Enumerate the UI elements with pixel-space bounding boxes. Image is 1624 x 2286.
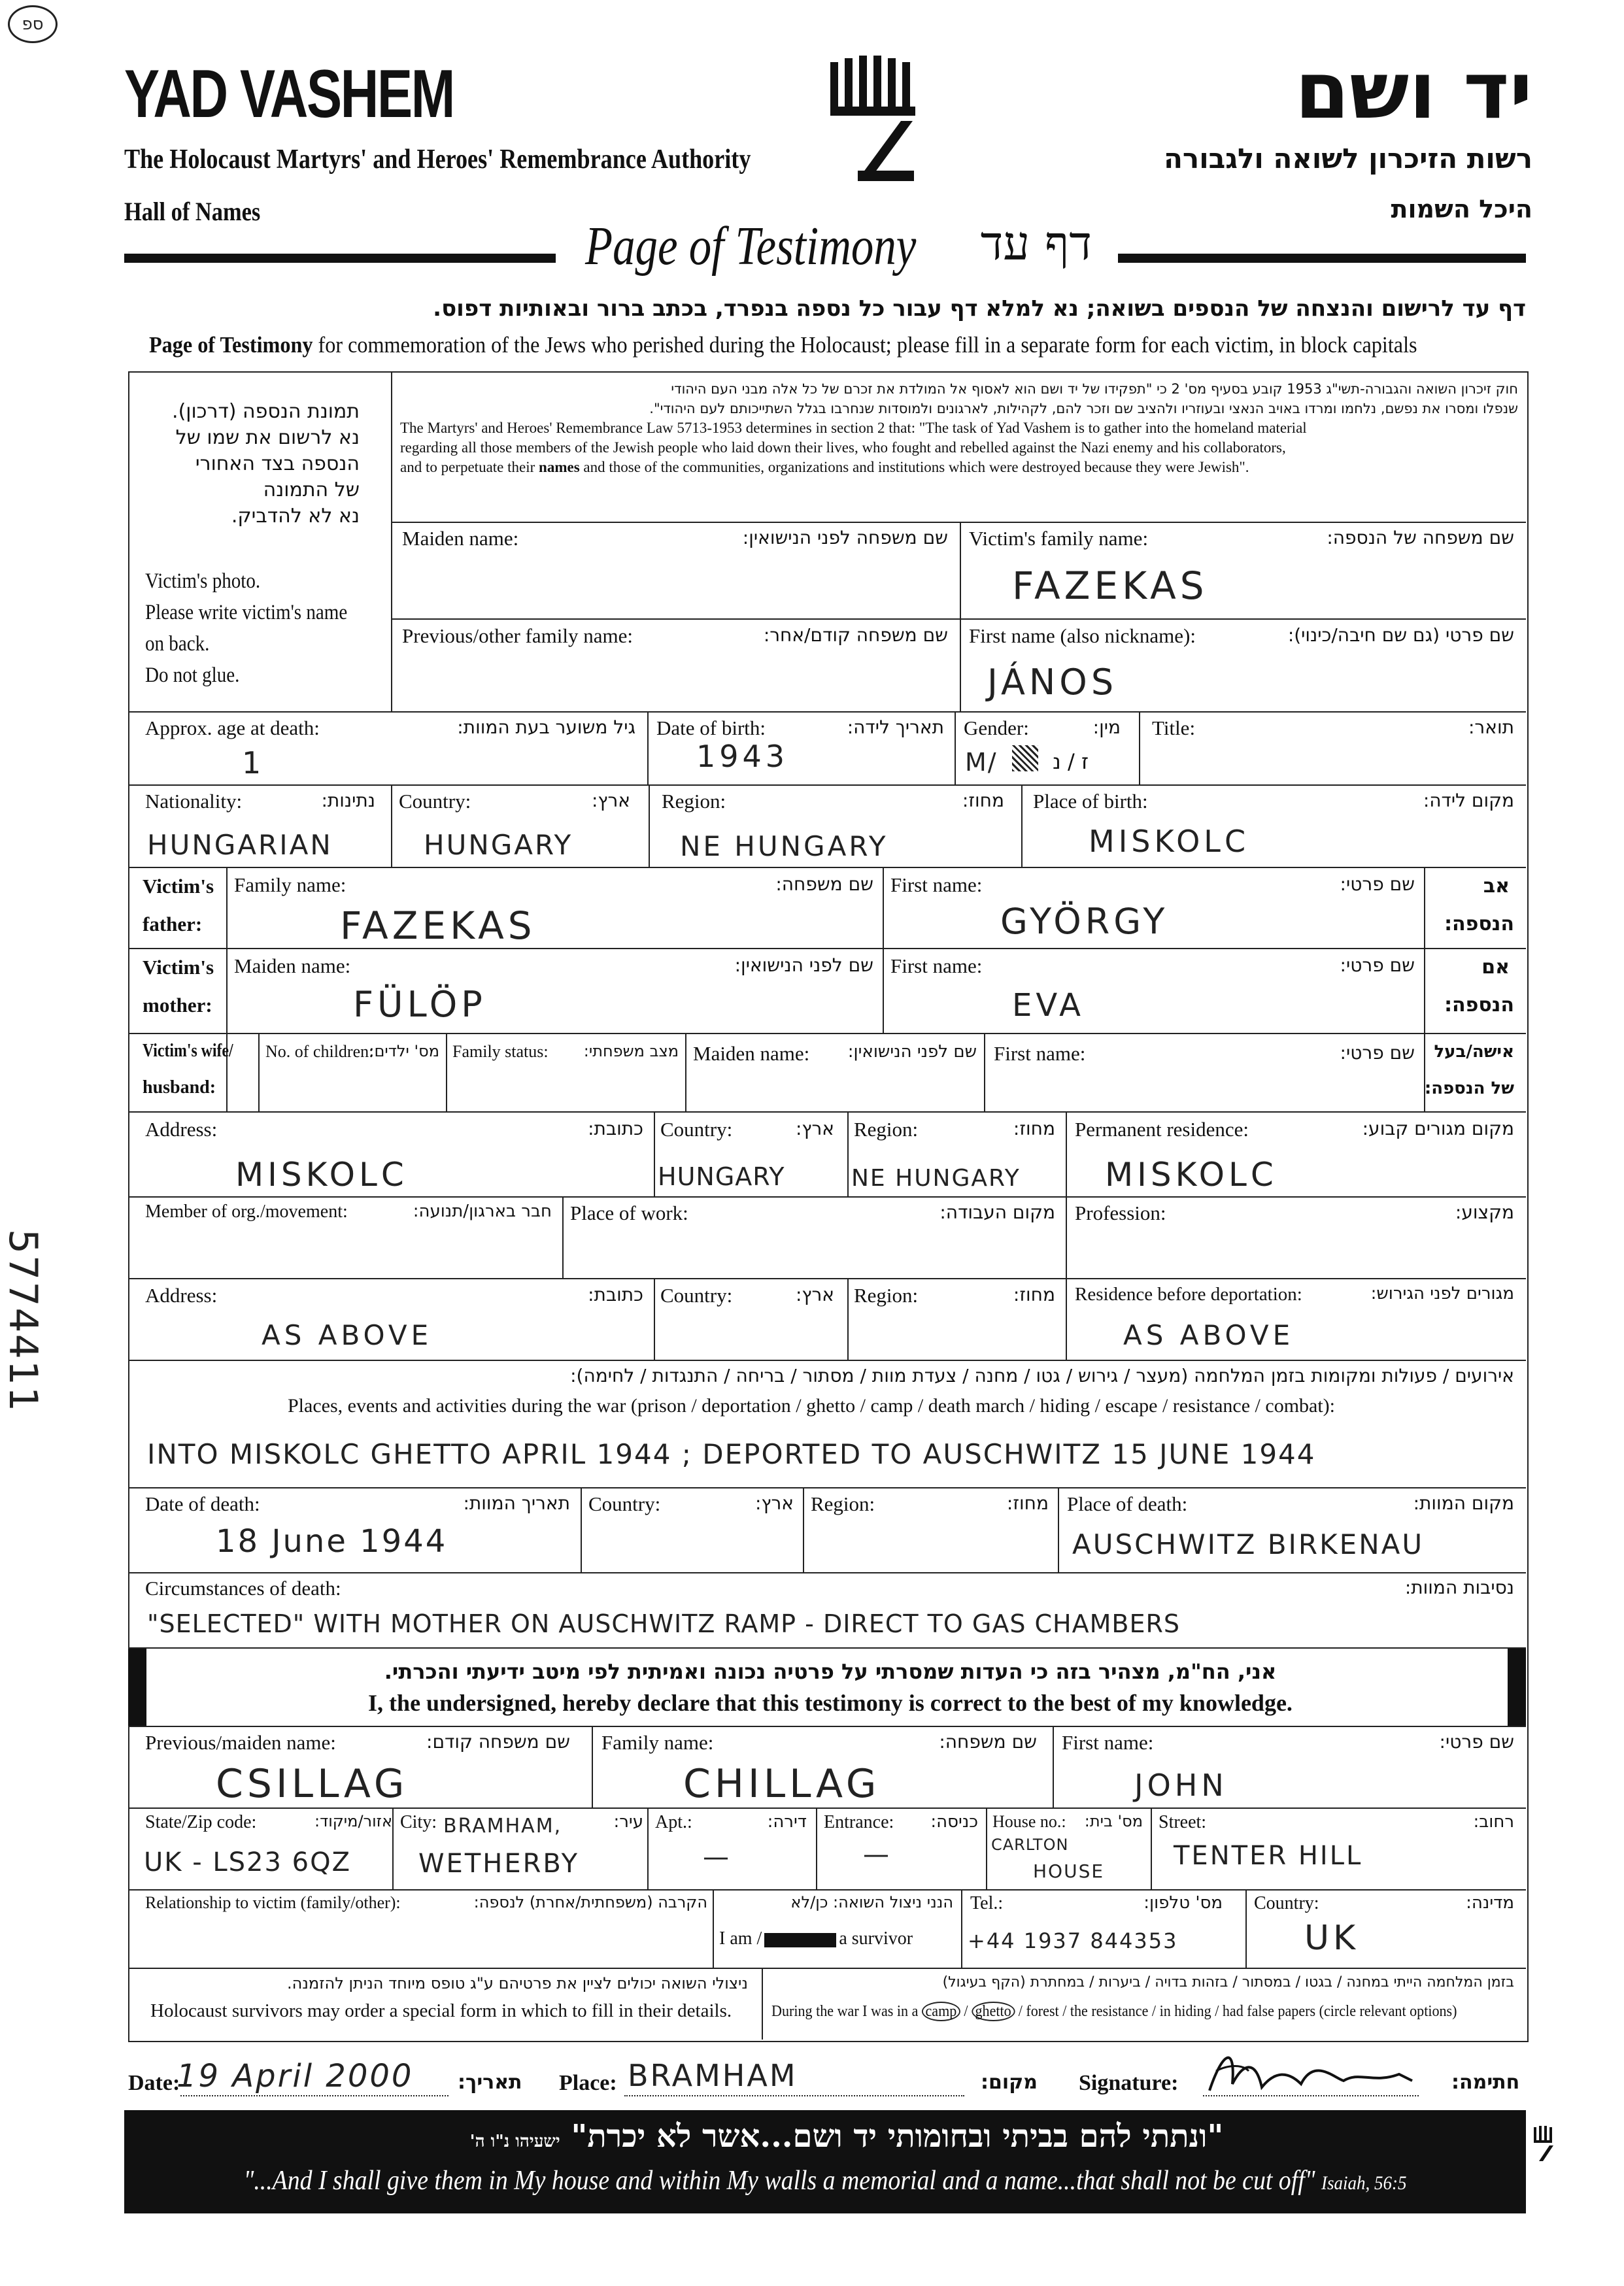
label-country2: Country: — [1254, 1893, 1319, 1913]
label-member-org-he: חבר בארגון/תנועה: — [413, 1202, 552, 1221]
label-place-death-he: מקום המוות: — [1413, 1492, 1514, 1514]
label-title: Title: — [1152, 716, 1196, 739]
line-11 — [128, 1360, 1526, 1361]
label-city: City: — [400, 1812, 437, 1832]
label-events-he: אירועים / פעולות ומקומות בזמן המלחמה (מעצר / גירוש / גטו / מחנה / צעדת מוות / מסתור / בריחה / התנגדות / לחימה): — [570, 1365, 1514, 1387]
label-spouse-maiden: Maiden name: — [693, 1042, 810, 1065]
form-title: Page of Testimony — [585, 216, 917, 277]
label-death-region: Region: — [811, 1492, 875, 1515]
victim-family-value[interactable]: FAZEKAS — [1012, 563, 1208, 608]
label-entrance: Entrance: — [824, 1812, 894, 1832]
v-country — [649, 784, 650, 867]
gender-he-value: ז / נ — [1053, 749, 1089, 774]
label-relationship: Relationship to victim (family/other): — [145, 1893, 401, 1912]
v-addr-c — [1066, 1111, 1067, 1196]
place-birth-value[interactable]: MISKOLC — [1089, 824, 1250, 859]
label-profession-he: מקצוע: — [1455, 1202, 1514, 1223]
photo-en-1: Victim's photo. — [145, 569, 261, 593]
addr-region-value[interactable]: NE HUNGARY — [851, 1165, 1021, 1192]
address-value[interactable]: MISKOLC — [235, 1156, 408, 1194]
dob-value[interactable]: 1943 — [696, 739, 789, 774]
label-place-work-he: מקום העבודה: — [939, 1202, 1055, 1223]
date-underline — [180, 2095, 448, 2096]
intro-en-text: for commemoration of the Jews who perished during the Holocaust; please fill in a separate form for each victim, in block capitals — [313, 332, 1417, 358]
v-sub2-a — [392, 1807, 394, 1889]
sub-family-value[interactable]: CHILLAG — [683, 1761, 881, 1807]
line-15 — [128, 1807, 1526, 1809]
corner-stamp: ספ — [8, 5, 58, 43]
events-value[interactable]: INTO MISKOLC GHETTO APRIL 1944 ; DEPORTED TO AUSCHWITZ 15 JUNE 1944 — [147, 1438, 1316, 1470]
label-address-he: כתובת: — [588, 1118, 643, 1139]
label-circumstances: Circumstances of death: — [145, 1577, 341, 1600]
label-place-birth-he: מקום לידה: — [1423, 790, 1514, 811]
hall-he: היכל השמות — [1391, 195, 1532, 224]
label-survivor-en — [719, 1928, 913, 1949]
sub-house-1-value[interactable]: CARLTON — [991, 1836, 1069, 1854]
v-sub3-a — [713, 1889, 714, 1968]
label-res-before-dep: Residence before deportation: — [1075, 1284, 1302, 1305]
war-camp-circled[interactable]: camp — [922, 2002, 960, 2021]
line-13 — [128, 1572, 1526, 1573]
label-perm-res-he: מקום מגורים קבוע: — [1362, 1118, 1514, 1139]
label-age: Approx. age at death: — [145, 716, 320, 739]
v-sp-d — [984, 1033, 985, 1111]
title-bar-right — [1118, 254, 1526, 263]
label-date-death-he: תאריך המוות: — [463, 1492, 570, 1514]
label-father: father: — [143, 913, 203, 935]
label-gender: Gender: — [964, 716, 1029, 739]
footer-mini-logo — [1531, 2125, 1557, 2164]
v-death-b — [803, 1487, 804, 1572]
label-addr2-region-he: מחוז: — [1013, 1284, 1055, 1305]
survivor-en-b: a survivor — [839, 1928, 913, 1949]
law-en-3a: and to perpetuate their — [400, 459, 539, 475]
footer-quote-he — [196, 2118, 1497, 2155]
place-death-value[interactable]: AUSCHWITZ BIRKENAU — [1072, 1528, 1425, 1560]
age-value[interactable]: 1 — [242, 745, 265, 781]
sub-prev-name-value[interactable]: CSILLAG — [216, 1761, 409, 1807]
sub-street-value[interactable]: TENTER HILL — [1174, 1841, 1363, 1871]
perm-res-value[interactable]: MISKOLC — [1105, 1156, 1277, 1194]
line-14 — [128, 1726, 1526, 1727]
label-father-victims: Victim's — [143, 875, 214, 898]
label-mother-first-he: שם פרטי: — [1340, 954, 1415, 976]
intro-en-bold: Page of Testimony — [149, 332, 313, 358]
v-sub4-a — [762, 1968, 763, 2040]
label-mother-maiden: Maiden name: — [234, 954, 351, 977]
label-tel-he: מס' טלפון: — [1143, 1893, 1223, 1913]
country-value[interactable]: HUNGARY — [424, 829, 573, 861]
photo-instructions-en — [145, 565, 347, 691]
law-en-3 — [400, 458, 1518, 477]
label-children-he: מס' ילדים: — [369, 1042, 439, 1060]
gender-value[interactable]: M/ — [965, 748, 998, 777]
v-addr2-a — [654, 1278, 655, 1360]
v-sub2-b — [647, 1807, 649, 1889]
v-father-c — [1424, 867, 1425, 1111]
photo-en-2: Please write victim's name — [145, 601, 348, 624]
label-father-first: First name: — [890, 873, 983, 896]
label-events-en: Places, events and activities during the war (prison / deportation / ghetto / camp / death march / hiding / escape / resistance / combat): — [288, 1395, 1336, 1417]
declare-line-top — [128, 1647, 1526, 1649]
label-father-family-he: שם משפחה: — [775, 873, 873, 895]
label-state-zip: State/Zip code: — [145, 1812, 257, 1832]
form-title-he: דף עד — [980, 216, 1092, 271]
label-father-he-2: הנספה: — [1444, 913, 1514, 935]
v-addr-a — [654, 1111, 655, 1196]
v-age — [647, 711, 649, 784]
label-addr2-country-he: ארץ: — [795, 1284, 834, 1305]
v-region — [1021, 784, 1023, 867]
circumstances-value[interactable]: "SELECTED" WITH MOTHER ON AUSCHWITZ RAMP - DIRECT TO GAS CHAMBERS — [147, 1609, 1181, 1638]
label-date: Date: — [128, 2071, 180, 2095]
war-ghetto-circled[interactable]: ghetto — [972, 2002, 1015, 2021]
label-father-he-1: אב — [1483, 875, 1510, 898]
sub-first-value[interactable]: JOHN — [1134, 1768, 1228, 1803]
photo-divider — [391, 371, 392, 711]
hall-of-names: Hall of Names — [124, 197, 261, 226]
v-sub2-e — [1151, 1807, 1152, 1889]
label-apt-he: דירה: — [767, 1812, 807, 1832]
org-subtitle: The Holocaust Martyrs' and Heroes' Remembrance Authority — [124, 144, 751, 175]
war-en-b: forest / the resistance / in hiding / had false papers (circle relevant options) — [1026, 2003, 1457, 2020]
v-sub2-d — [986, 1807, 987, 1889]
footer-quote-he-ref: ישעיהו נ"ו ה' — [469, 2132, 560, 2151]
v-sub3-c — [1245, 1889, 1247, 1968]
v-death-a — [581, 1487, 582, 1572]
law-en-3c: and those of the communities, organizations and institutions which were destroyed because they were Jewish". — [579, 459, 1249, 475]
label-signature-he: חתימה: — [1451, 2071, 1520, 2094]
label-street-he: רחוב: — [1473, 1812, 1514, 1832]
law-he-2: שנפלו ומסרו את נפשם, נלחמו ומרדו באויב הנאצי ובעוזריו ולהציב שם וזכר להם, לקהילות, לארגונים ולמוסדות שנחרבו בגלל השתייכותם לעם היהודי". — [649, 401, 1518, 416]
line-2 — [391, 618, 1526, 620]
war-en-a: During the war I was in a — [771, 2003, 919, 2020]
label-death-region-he: מחוז: — [1006, 1492, 1049, 1514]
photo-instructions-he — [137, 399, 360, 529]
v-sp-b — [446, 1033, 447, 1111]
declare-bar-left — [128, 1647, 146, 1726]
label-maiden-name-he: שם משפחה לפני הנישואין: — [742, 527, 948, 548]
sub-apt-value[interactable]: — — [703, 1842, 733, 1872]
label-family-status: Family status: — [452, 1042, 549, 1061]
photo-en-4: Do not glue. — [145, 664, 240, 687]
label-date-he: תאריך: — [458, 2071, 522, 2094]
photo-he-3: הנספה בצד האחורי — [195, 452, 360, 475]
label-victim-family: Victim's family name: — [969, 527, 1149, 550]
v-addr2-b — [847, 1278, 849, 1360]
place-underline — [624, 2095, 964, 2096]
photo-en-3: on back. — [145, 632, 210, 656]
father-first-value[interactable]: GYÖRGY — [1000, 901, 1169, 942]
label-addr-region: Region: — [854, 1118, 919, 1141]
label-first-name-nick-he: שם פרטי (גם שם חיבה/כינוי): — [1287, 624, 1514, 646]
label-place: Place: — [559, 2071, 617, 2095]
label-addr-region-he: מחוז: — [1013, 1118, 1055, 1139]
v-death-c — [1058, 1487, 1059, 1572]
res-before-dep-value[interactable]: AS ABOVE — [1123, 1319, 1294, 1351]
label-maiden-name: Maiden name: — [402, 527, 519, 550]
label-perm-res: Permanent residence: — [1075, 1118, 1249, 1141]
v-sp-c — [685, 1033, 686, 1111]
nationality-value[interactable]: HUNGARIAN — [147, 829, 333, 861]
line-6 — [128, 948, 1526, 949]
org-name: YAD VASHEM — [124, 56, 454, 132]
footer-quote-en-ref: Isaiah, 56:5 — [1321, 2172, 1407, 2194]
label-place-death: Place of death: — [1067, 1492, 1188, 1515]
declare-bar-right — [1508, 1647, 1526, 1726]
label-mother: mother: — [143, 994, 212, 1017]
label-family-status-he: מצב משפחתי: — [583, 1042, 679, 1060]
title-bar-left — [124, 254, 556, 263]
v-father-a — [226, 867, 228, 1111]
intro-en — [149, 332, 1417, 358]
v-nat — [391, 784, 392, 867]
label-mother-first: First name: — [890, 954, 983, 977]
line-8 — [128, 1111, 1526, 1113]
sub-city-1-value[interactable]: BRAMHAM, — [443, 1815, 562, 1838]
v-addr-b — [847, 1111, 849, 1196]
sub-entrance-value[interactable]: — — [863, 1840, 893, 1870]
label-sub-family-he: שם משפחה: — [939, 1731, 1037, 1753]
side-number: 5774411 — [0, 1229, 46, 1413]
label-spouse-first-he: שם פרטי: — [1340, 1042, 1415, 1064]
label-father-family: Family name: — [234, 873, 347, 896]
label-husband: husband: — [143, 1077, 216, 1098]
label-region-he: מחוז: — [962, 790, 1004, 811]
law-en-1: The Martyrs' and Heroes' Remembrance Law 5713-1953 determines in section 2 that: "The task of Yad Vashem is to gather into the homeland material — [400, 420, 1307, 436]
v-addr2-c — [1066, 1278, 1067, 1360]
line-1 — [391, 522, 1526, 523]
label-war-en: During the war I was in a camp / ghetto / forest / the resistance / in hiding / had false papers (circle relevant options) — [771, 2003, 1457, 2020]
v-dob — [955, 711, 956, 784]
v-gender — [1139, 711, 1140, 784]
label-spouse-he-1: אישה/בעל — [1434, 1042, 1514, 1062]
sub-house-2-value[interactable]: HOUSE — [1033, 1860, 1105, 1882]
line-12 — [128, 1487, 1526, 1488]
label-wife: Victim's wife/ — [143, 1041, 233, 1061]
v-name-mid — [960, 522, 961, 711]
footer-quote-en — [200, 2165, 1450, 2196]
label-entrance-he: כניסה: — [930, 1812, 978, 1832]
label-address2: Address: — [145, 1284, 218, 1307]
label-house-no: House no.: — [992, 1812, 1066, 1831]
label-sub-first-he: שם פרטי: — [1439, 1731, 1514, 1753]
label-spouse-he-2: של הנספה: — [1424, 1079, 1514, 1098]
survivor-en-a: I am / — [719, 1928, 762, 1949]
label-sub-family: Family name: — [601, 1731, 714, 1754]
sub-tel-value[interactable]: +44 1937 844353 — [968, 1928, 1178, 1953]
label-addr2-region: Region: — [854, 1284, 919, 1307]
label-region: Region: — [662, 790, 726, 813]
label-relationship-he: הקרבה (משפחתית/אחרת) לנספה: — [473, 1893, 707, 1911]
label-spouse-first: First name: — [994, 1042, 1086, 1065]
label-survivors-en: Holocaust survivors may order a special form in which to fill in their details. — [150, 2000, 732, 2021]
label-mother-maiden-he: שם לפני הנישואין: — [734, 954, 873, 976]
law-en-3b: names — [539, 459, 580, 475]
mother-maiden-value[interactable]: FÜLÖP — [353, 984, 486, 1025]
v-org-a — [562, 1196, 564, 1278]
label-mother-victims: Victim's — [143, 956, 214, 979]
gender-scribble — [1012, 745, 1038, 771]
label-death-country: Country: — [588, 1492, 661, 1515]
place-value[interactable]: BRAMHAM — [628, 2058, 798, 2093]
label-mother-he-2: הנספה: — [1444, 994, 1514, 1017]
label-country2-he: מדינה: — [1466, 1893, 1514, 1913]
label-nationality-he: נתינות: — [321, 790, 375, 811]
line-9 — [128, 1196, 1526, 1198]
label-city-he: עיר: — [613, 1812, 643, 1832]
signature-underline — [1203, 2095, 1419, 2096]
label-title-he: תואר: — [1468, 716, 1514, 738]
v-sub3-b — [961, 1889, 962, 1968]
label-addr2-country: Country: — [660, 1284, 733, 1307]
sub-zip-value[interactable]: UK - LS23 6QZ — [144, 1847, 351, 1877]
region-value[interactable]: NE HUNGARY — [680, 830, 888, 862]
first-name-value[interactable]: JÁNOS — [987, 662, 1118, 703]
label-apt: Apt.: — [655, 1812, 692, 1832]
yad-vashem-logo — [824, 56, 922, 186]
label-house-no-he: מס' בית: — [1084, 1812, 1143, 1830]
date-value[interactable]: 19 April 2000 — [177, 2058, 414, 2094]
label-mother-he-1: אם — [1481, 956, 1510, 979]
label-addr-country-he: ארץ: — [795, 1118, 834, 1139]
photo-he-2: נא לרשום את שמו של — [175, 426, 360, 449]
line-4 — [128, 784, 1526, 786]
sub-city-2-value[interactable]: WETHERBY — [418, 1849, 580, 1879]
v-sp-a — [258, 1033, 260, 1111]
label-death-country-he: ארץ: — [754, 1492, 794, 1514]
addr-country-value[interactable]: HUNGARY — [658, 1162, 785, 1191]
declare-he: אני, הח"מ, מצהיר בזה כי העדות שמסרתי על פרטיה נכונה ואמיתית לפי מיטב ידיעתי והכרתי. — [384, 1659, 1277, 1684]
label-gender-he: מין: — [1092, 716, 1121, 738]
line-17 — [128, 1968, 1526, 1969]
footer-quote-en-text: "...And I shall give them in My house and within My walls a memorial and a name...that shall not be cut off" — [243, 2166, 1315, 2196]
label-war-he: בזמן המלחמה הייתי במחנה / בגטו / במסתור / בזהות בדויה / ביערות / במחתרת (הקף בעיגול) — [942, 1974, 1514, 1991]
label-profession: Profession: — [1075, 1202, 1166, 1224]
photo-he-5: נא לא להדביק. — [231, 505, 360, 528]
line-3 — [128, 711, 1526, 713]
label-address: Address: — [145, 1118, 218, 1141]
label-place-he: מקום: — [981, 2071, 1038, 2094]
date-death-value[interactable]: 18 June 1944 — [216, 1523, 448, 1560]
label-victim-family-he: שם משפחה של הנספה: — [1327, 527, 1514, 548]
survivor-redaction — [764, 1933, 836, 1947]
label-dob: Date of birth: — [656, 716, 766, 739]
line-16 — [128, 1889, 1526, 1891]
sub-country-value[interactable]: UK — [1304, 1919, 1360, 1958]
line-10 — [128, 1278, 1526, 1279]
org-name-he: יד ושם — [1294, 46, 1532, 137]
label-prev-name: Previous/maiden name: — [145, 1731, 336, 1754]
v-sub1-a — [592, 1726, 593, 1807]
label-place-work: Place of work: — [570, 1202, 688, 1224]
label-nationality: Nationality: — [145, 790, 243, 813]
photo-he-4: של התמונה — [263, 479, 360, 501]
footer-quote-he-text: "ונתתי להם בביתי ובחומותי יד ושם...אשר לא יכרת" — [571, 2118, 1224, 2155]
declare-en: I, the undersigned, hereby declare that this testimony is correct to the best of my knowledge. — [368, 1690, 1293, 1716]
label-children: No. of children: — [265, 1042, 374, 1061]
law-en-2: regarding all those members of the Jewish people who laid down their lives, who fought and rebelled against the Nazi enemy and his collaborators, — [400, 439, 1286, 456]
label-prev-family: Previous/other family name: — [402, 624, 633, 647]
mother-first-value[interactable]: EVA — [1012, 987, 1085, 1024]
label-circumstances-he: נסיבות המוות: — [1404, 1577, 1514, 1598]
father-family-value[interactable]: FAZEKAS — [340, 903, 536, 948]
intro-he: דף עד לרישום והנצחה של הנספים בשואה; נא למלא דף עבור כל נספה בנפרד, בכתב ברור ובאותיות דפוס. — [433, 295, 1526, 322]
label-addr-country: Country: — [660, 1118, 733, 1141]
label-prev-family-he: שם משפחה קודם/אחר: — [763, 624, 948, 646]
label-country-he: ארץ: — [591, 790, 630, 811]
label-tel: Tel.: — [970, 1893, 1004, 1913]
v-sub2-c — [816, 1807, 817, 1889]
law-text — [400, 379, 1518, 477]
label-prev-name-he: שם משפחה קודם: — [426, 1731, 570, 1753]
org-subtitle-he: רשות הזיכרון לשואה ולגבורה — [1164, 143, 1532, 175]
label-survivor-he: הנני ניצול השואה: כן/לא — [790, 1893, 953, 1911]
label-member-org: Member of org./movement: — [145, 1202, 348, 1222]
label-state-zip-he: אזור/מיקוד: — [314, 1812, 392, 1830]
line-5 — [128, 867, 1526, 868]
photo-he-1: תמונת הנספה (דרכון). — [172, 400, 360, 423]
v-org-b — [1066, 1196, 1067, 1278]
label-address2-he: כתובת: — [588, 1284, 643, 1305]
line-7 — [128, 1033, 1526, 1034]
label-age-he: גיל משוער בעת המוות: — [457, 716, 635, 738]
label-first-name-nick: First name (also nickname): — [969, 624, 1196, 647]
law-he-1: חוק זיכרון השואה והגבורה-תשי"ג 1953 קובע בסעיף מס' 2 כי "תפקידו של יד ושם הוא לאסוף אל המולדת את זכרם של כל אלה מבני העם היהודי — [671, 381, 1518, 397]
label-date-death: Date of death: — [145, 1492, 260, 1515]
v-sub1-b — [1053, 1726, 1054, 1807]
label-street: Street: — [1159, 1812, 1207, 1832]
label-father-first-he: שם פרטי: — [1340, 873, 1415, 895]
label-survivors-he: ניצולי השואה יכולים לציין את פרטיהם ע"ג טופס מיוחד הניתן להזמנה. — [287, 1974, 748, 1992]
address2-value[interactable]: AS ABOVE — [262, 1319, 433, 1351]
label-signature: Signature: — [1079, 2071, 1179, 2095]
label-res-before-dep-he: מגורים לפני הגירוש: — [1370, 1284, 1514, 1303]
label-country: Country: — [399, 790, 471, 813]
v-father-b — [883, 867, 884, 1033]
label-place-birth: Place of birth: — [1033, 790, 1148, 813]
label-sub-first: First name: — [1062, 1731, 1154, 1754]
label-dob-he: תאריך לידה: — [847, 716, 944, 738]
label-spouse-maiden-he: שם לפני הנישואין: — [847, 1042, 977, 1062]
